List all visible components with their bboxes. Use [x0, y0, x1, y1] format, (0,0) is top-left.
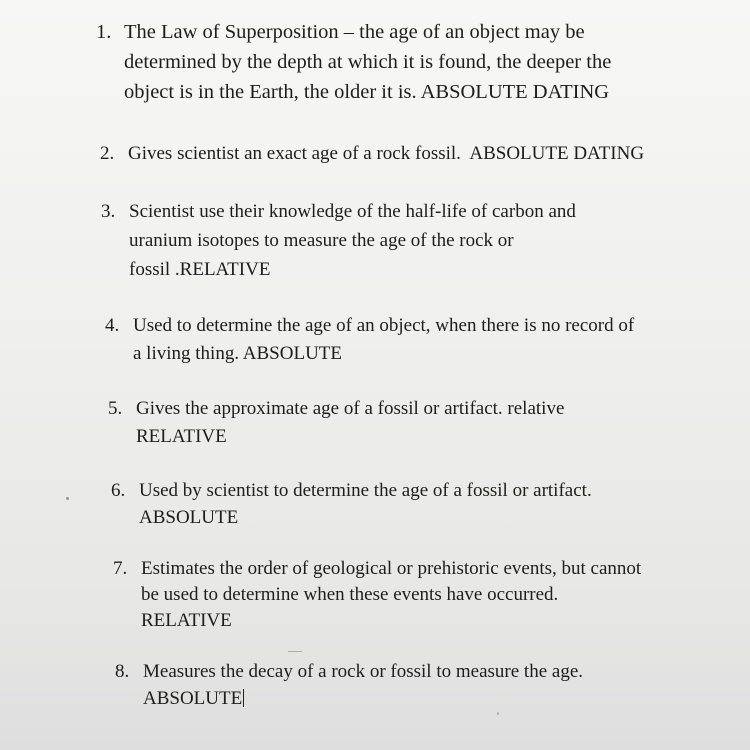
item-number: 8.	[115, 661, 130, 682]
item-number: 5.	[108, 398, 123, 419]
item-number: 7.	[113, 558, 128, 579]
list-item	[111, 477, 592, 531]
dust-speck	[288, 651, 302, 652]
item-number: 2.	[100, 143, 115, 164]
item-text-line: Gives scientist an exact age of a rock fossil. ABSOLUTE DATING	[128, 143, 645, 164]
item-text-line: Used by scientist to determine the age of a fossil or artifact.	[139, 480, 592, 501]
list-item	[96, 17, 612, 107]
item-text-line: determined by the depth at which it is found, the deeper the	[124, 51, 612, 73]
list-item	[108, 395, 565, 451]
list-item	[101, 197, 576, 284]
item-text-line: The Law of Superposition – the age of an object may be	[124, 21, 585, 43]
list-item	[100, 139, 645, 168]
list-item	[115, 658, 583, 712]
item-text-line[interactable]	[143, 685, 583, 712]
item-text-line: Scientist use their knowledge of the half-life of carbon and	[129, 201, 576, 222]
item-text-line: a living thing. ABSOLUTE	[133, 343, 342, 364]
item-text-line: uranium isotopes to measure the age of the rock or	[129, 230, 514, 251]
list-item	[105, 312, 635, 368]
item-text-line: Gives the approximate age of a fossil or artifact. relative	[136, 398, 565, 419]
text-cursor	[243, 689, 244, 707]
dust-speck	[66, 497, 69, 500]
item-text-line: Measures the decay of a rock or fossil to measure the age.	[143, 661, 583, 682]
item-text-line: Used to determine the age of an object, when there is no record of	[133, 315, 635, 336]
item-text-line: RELATIVE	[141, 610, 232, 631]
item-text-line: ABSOLUTE	[139, 507, 239, 528]
item-text-line: Estimates the order of geological or prehistoric events, but cannot	[141, 558, 642, 579]
item-text-line: object is in the Earth, the older it is. ABSOLUTE DATING	[124, 81, 610, 103]
item-text-line: RELATIVE	[136, 426, 227, 447]
item-text-line: be used to determine when these events have occurred.	[141, 584, 559, 605]
item-number: 1.	[96, 21, 112, 43]
dust-speck	[497, 712, 499, 715]
item-number: 4.	[105, 315, 120, 336]
item-text-line: fossil .RELATIVE	[129, 259, 271, 280]
item-text: ABSOLUTE	[143, 688, 243, 709]
list-item	[113, 556, 642, 634]
item-number: 3.	[101, 201, 116, 222]
item-number: 6.	[111, 480, 126, 501]
